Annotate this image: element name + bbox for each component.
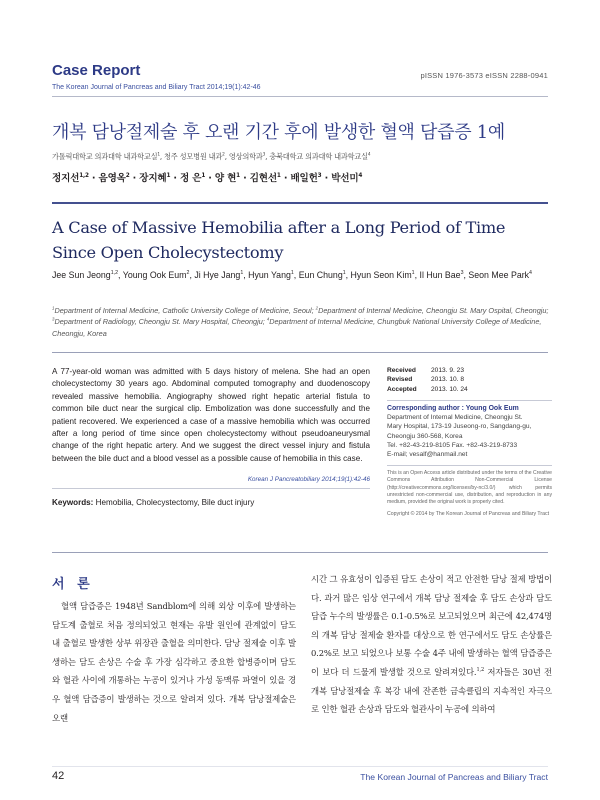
abstract-text: A 77-year-old woman was admitted with 5 days history of melena. She had an open cholecystectomy 30 years ago. Abdominal computed tomography and duodenoscopy revealed massive hemobilia. Angiography showed right hepatic arterial fistula to common bile duct near the surgical clip. Embolization was done successfully and the patient recovered. We experienced a case of a massive hemobilia which was occurred after a long period of time since open cholecystectomy without pseudoaneurysmal change of the right hepatic artery. And we suggest the direct vessel injury and fistula between the bile duct and a blood vessel as a possible cause of hemobilia in this case. [52, 367, 370, 463]
author-name: 배일헌 [290, 173, 318, 184]
author-name: 김현선 [249, 173, 277, 184]
page-number: 42 [52, 770, 65, 782]
author-affiliation-marker: 1,2 [110, 270, 119, 277]
korean-authors: 정지선$^{1,2}$ · 음영옥$^2$ · 장지혜$^1$ · 정 은$^1$ · 양 현$^1$ · 김현선$^1$ · 배일헌$^3$ · 박선미$^4$ [52, 172, 363, 184]
korean-title: 개복 담낭절제술 후 오랜 기간 후에 발생한 혈액 담즙증 1예 [52, 122, 505, 143]
keywords-label: Keywords: [52, 498, 94, 507]
copyright-text: Copyright © 2014 by The Korean Journal of Pancreas and Biliary Tract [387, 511, 550, 518]
author-affiliation-marker: 3 [317, 172, 322, 179]
author-affiliation-marker: 1 [240, 270, 244, 277]
author-name: 음영옥 [98, 173, 126, 184]
author-affiliation-marker: 1 [276, 172, 281, 179]
english-title: A Case of Massive Hemobilia after a Long Period of Time Since Open Cholecystectomy [52, 218, 506, 262]
author-name: Seon Mee Park [468, 270, 530, 280]
author-affiliation-marker: 4 [358, 172, 363, 179]
author-name: Ji Hye Jang [194, 270, 241, 280]
author-name: Jee Sun Jeong [52, 270, 111, 280]
issn-line: pISSN 1976-3573 eISSN 2288-0941 [420, 71, 548, 80]
article-info-sidebar [387, 366, 552, 517]
author-name: 장지혜 [139, 173, 167, 184]
author-name: Hyun Seon Kim [350, 270, 412, 280]
body-divider [52, 552, 548, 553]
author-name: 정 은 [180, 173, 202, 184]
author-name: 정지선 [52, 173, 80, 184]
korean-affiliations: 가톨릭대학교 의과대학 내과학교실$^1$, 청주 성모병원 내과$^2$, 영상의학과$^3$, 충북대학교 의과대학 내과학교실$^4$ [52, 152, 371, 161]
author-affiliation-marker: 1 [236, 172, 240, 179]
journal-citation-line: The Korean Journal of Pancreas and Biliary Tract 2014;19(1):42-46 [52, 84, 261, 91]
sidebar-divider [387, 465, 552, 466]
header-divider [52, 96, 548, 97]
date-row: Received 2013. 9. 23 [387, 367, 464, 374]
license-text: This is an Open Access article distributed under the terms of the Creative Commons Attribution Non-Commercial License (http://creativecommons.org/licenses/by-nc/3.0/) which permits unrestricted non-commercial use, distribution, and reproduction in any medium, provided the original work is properly cited. [387, 470, 552, 506]
footer-divider [52, 766, 548, 767]
author-affiliation-marker: 2 [125, 172, 130, 179]
author-name: 양 현 [214, 173, 237, 184]
abstract-divider [52, 352, 548, 353]
date-row: Accepted 2013. 10. 24 [387, 385, 468, 393]
footer-journal-name: The Korean Journal of Pancreas and Biliary Tract [360, 772, 548, 782]
author-affiliation-marker: 1,2 [79, 172, 89, 179]
article-dates [387, 366, 552, 394]
author-affiliation-marker: 1 [411, 270, 415, 277]
author-name: Il Hun Bae [419, 270, 461, 280]
author-affiliation-marker: 2 [186, 270, 190, 277]
author-affiliation-marker: 4 [529, 270, 532, 277]
corresponding-author-address: Department of Internal Medicine, Cheongju St. Mary Hospital, 173-19 Juseong-ro, Sangdang-gu, Cheongju 360-568, Korea Tel. +82-43-219-8105 Fax. +82-43-219-8733 E-mail; vesalf@hanmail.net [387, 414, 532, 459]
author-name: Eun Chung [298, 270, 343, 280]
author-affiliation-marker: 1 [342, 270, 346, 277]
keywords-list: Hemobilia, Cholecystectomy, Bile duct injury [95, 498, 255, 507]
author-name: 박선미 [331, 173, 359, 184]
citation-divider [52, 488, 370, 489]
author-name: Hyun Yang [248, 270, 291, 280]
english-affiliations: $^1$Department of Internal Medicine, Catholic University College of Medicine, Seoul; $^2$Department of Internal Medicine, Cheongju St. Mary Ospital, Cheongju; $^3$Department of Radiology, Cheongju St. Mary Hospital, Cheongju; $^4$Department of Internal Medicine, Chungbuk National University College of Medicine, Cheongju, Korea [52, 305, 549, 338]
keywords [52, 498, 370, 507]
body-right-column: 시간 그 유효성이 입증된 담도 손상이 적고 안전한 담낭 절제 방법이다. 과거 많은 임상 연구에서 개복 담낭 절제술 후 담도 손상과 담도 담즙 누수의 발생률은 0.1-0.5%로 보고되었으며 최근에 42,474명의 개복 담낭 절제술 환자를 대상으로 한 연구에서도 담도 손상률은 0.2%로 보고 되었으나 보통 수술 4주 내에 발생하는 혈액 담즙증은 이 보다 더 드물게 발생할 것으로 알려져있다.$^{1,2}$ 저자들은 30년 전 개복 담낭절제술 후 복강 내에 잔존한 금속클립의 지속적인 자극으로 인한 혈관 손상과 담도와 혈관사이 누공에 의하여 [311, 574, 552, 715]
author-affiliation-marker: 1 [201, 172, 206, 179]
english-authors: Jee Sun Jeong$^{1,2}$, Young Ook Eum$^2$, Ji Hye Jang$^1$, Hyun Yang$^1$, Eun Chung$^1$, Hyun Seon Kim$^1$, Il Hun Bae$^3$, Seon Mee Park$^4$ [52, 270, 532, 280]
sidebar-divider [387, 400, 552, 401]
section-heading: 서 론 [52, 577, 94, 592]
title-divider [52, 202, 548, 204]
corresponding-author-title: Corresponding author : Young Ook Eum [387, 405, 519, 413]
author-name: Young Ook Eum [122, 270, 187, 280]
author-affiliation-marker: 1 [166, 172, 171, 179]
author-affiliation-marker: 3 [460, 270, 464, 277]
abstract-citation: Korean J Pancreatobiliary 2014;19(1):42-46 [247, 476, 370, 483]
body-left-column: 혈액 담즙증은 1948년 Sandblom에 의해 외상 이후에 발생하는 담도계 출혈로 처음 정의되었고 현재는 유발 원인에 관계없이 담도 내 출혈로 발생한 상부 위장관 출혈을 의미한다. 담낭 절제술 이후 발생하는 담도 손상은 수술 후 가장 심각하고 중요한 합병증이며 담도와 혈관 사이에 개통하는 누공이 있거나 가성 동맥류 파열이 있을 경우 혈액 담즙증이 발생하는 것으로 알려져 있다. 개복 담낭절제술은 오랜 [52, 601, 296, 723]
author-affiliation-marker: 1 [290, 270, 294, 277]
section-label: Case Report [52, 62, 141, 79]
date-row: Revised 2013. 10. 8 [387, 376, 464, 384]
